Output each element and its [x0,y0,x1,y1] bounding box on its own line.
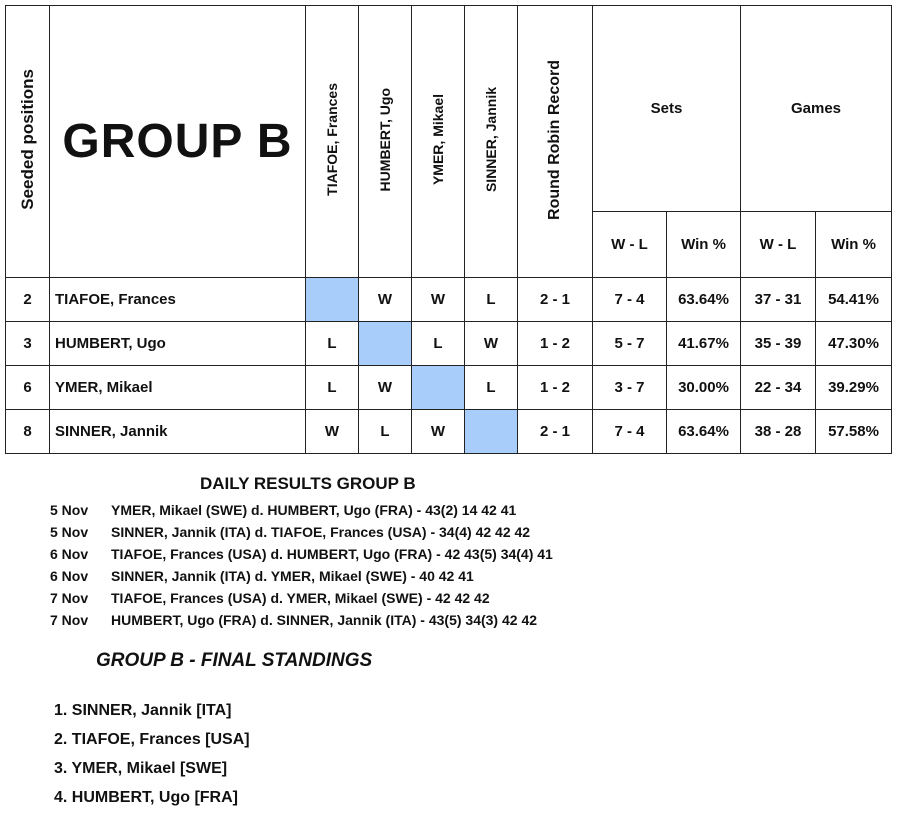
sets-wl-cell: 5 - 7 [593,322,667,366]
standing-item: 1. SINNER, Jannik [ITA] [54,702,232,719]
group-title-cell [50,6,306,278]
player-header-cell [465,6,518,278]
games-wl-cell: 35 - 39 [741,322,816,366]
record-cell: 2 - 1 [518,410,593,454]
group-b-table [5,5,892,454]
record-cell: 1 - 2 [518,322,593,366]
match-result-cell: W [412,410,465,454]
seed-header-cell [6,6,50,278]
record-cell: 2 - 1 [518,278,593,322]
games-pct-cell: 54.41% [816,278,892,322]
result-date: 7 Nov [50,612,89,628]
result-item [50,543,750,565]
table-row [6,278,892,322]
match-result-cell: W [306,410,359,454]
player-header: HUMBERT, Ugo [377,87,393,192]
player-name-cell: YMER, Mikael [50,366,306,410]
player-header-cell [412,6,465,278]
result-text: HUMBERT, Ugo (FRA) d. SINNER, Jannik (ITA) - 43(5) 34(3) 42 42 [111,612,538,628]
match-result-cell: L [412,322,465,366]
match-result-cell: W [359,278,412,322]
player-header: SINNER, Jannik [483,86,499,193]
sets-wl-cell: 7 - 4 [593,278,667,322]
self-match-cell [306,278,359,322]
sets-wl-cell: 3 - 7 [593,366,667,410]
standing-item: 2. TIAFOE, Frances [USA] [54,731,250,748]
games-pct-cell: 39.29% [816,366,892,410]
result-item [50,499,750,521]
seed-cell: 8 [6,410,50,454]
match-result-cell: W [412,278,465,322]
games-wl-cell: 22 - 34 [741,366,816,410]
table-row [6,410,892,454]
sets-wl-header: W - L [593,212,667,278]
sets-pct-cell: 41.67% [667,322,741,366]
self-match-cell [412,366,465,410]
games-header: Games [741,6,892,212]
seed-cell: 6 [6,366,50,410]
result-text: SINNER, Jannik (ITA) d. TIAFOE, Frances (USA) - 34(4) 42 42 42 [111,524,531,540]
result-text: YMER, Mikael (SWE) d. HUMBERT, Ugo (FRA) - 43(2) 14 42 41 [111,502,517,518]
result-item [50,521,750,543]
table-row [6,322,892,366]
daily-results-title: DAILY RESULTS GROUP B [200,474,416,493]
result-date: 6 Nov [50,546,89,562]
player-name-cell: TIAFOE, Frances [50,278,306,322]
match-result-cell: L [306,366,359,410]
result-item [50,609,750,631]
games-wl-cell: 38 - 28 [741,410,816,454]
result-date: 5 Nov [50,502,89,518]
result-item [50,565,750,587]
games-pct-cell: 57.58% [816,410,892,454]
result-text: TIAFOE, Frances (USA) d. HUMBERT, Ugo (FRA) - 42 43(5) 34(4) 41 [111,546,553,562]
sets-pct-cell: 63.64% [667,278,741,322]
record-cell: 1 - 2 [518,366,593,410]
match-result-cell: L [306,322,359,366]
result-item [50,587,750,609]
player-header-cell [359,6,412,278]
match-result-cell: L [465,366,518,410]
result-date: 6 Nov [50,568,89,584]
result-date: 7 Nov [50,590,89,606]
sets-pct-cell: 63.64% [667,410,741,454]
result-text: SINNER, Jannik (ITA) d. YMER, Mikael (SWE) - 40 42 41 [111,568,474,584]
seed-cell: 3 [6,322,50,366]
player-header: TIAFOE, Frances [324,83,340,196]
match-result-cell: L [359,410,412,454]
standing-item: 3. YMER, Mikael [SWE] [54,760,228,777]
player-name-cell: SINNER, Jannik [50,410,306,454]
seed-cell: 2 [6,278,50,322]
standing-item: 4. HUMBERT, Ugo [FRA] [54,789,238,806]
sets-wl-cell: 7 - 4 [593,410,667,454]
standings-title: GROUP B - FINAL STANDINGS [96,650,373,671]
self-match-cell [359,322,412,366]
match-result-cell: W [465,322,518,366]
self-match-cell [465,410,518,454]
match-result-cell: L [465,278,518,322]
group-title: GROUP B [62,115,293,168]
games-win-header: Win % [816,212,892,278]
final-standings [54,696,250,812]
sets-win-header: Win % [667,212,741,278]
player-header: YMER, Mikael [430,93,446,186]
player-header-cell [306,6,359,278]
seed-header: Seeded positions [17,69,37,210]
result-date: 5 Nov [50,524,89,540]
player-name-cell: HUMBERT, Ugo [50,322,306,366]
table-row [6,366,892,410]
round-robin-header: Round Robin Record [546,59,563,220]
daily-results [50,474,750,631]
result-text: TIAFOE, Frances (USA) d. YMER, Mikael (SWE) - 42 42 42 [111,590,490,606]
sets-header: Sets [593,6,741,212]
sets-pct-cell: 30.00% [667,366,741,410]
rr-header-cell [518,6,593,278]
games-wl-header: W - L [741,212,816,278]
games-pct-cell: 47.30% [816,322,892,366]
games-wl-cell: 37 - 31 [741,278,816,322]
match-result-cell: W [359,366,412,410]
